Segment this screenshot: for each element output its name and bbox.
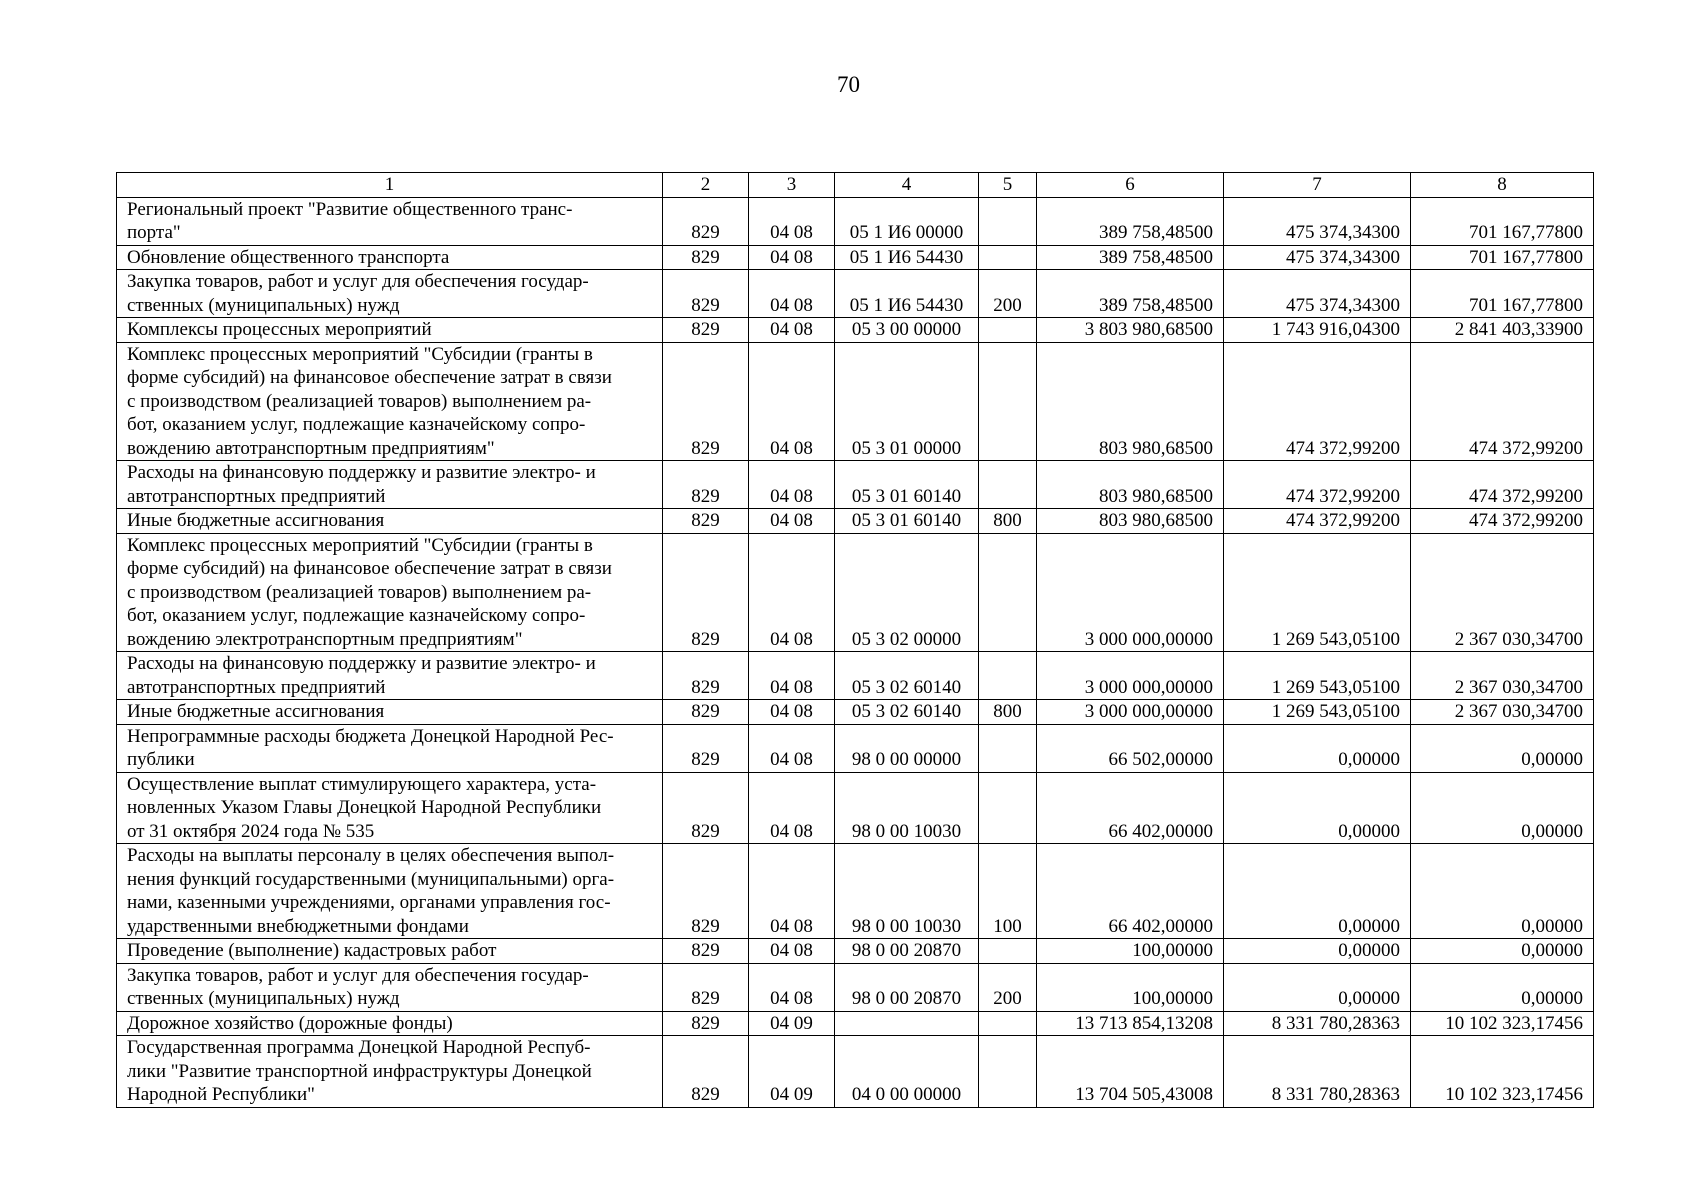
table-row <box>117 700 1594 725</box>
amount-cell: 803 980,68500 <box>1037 342 1224 461</box>
column-header: 1 <box>117 173 663 198</box>
glava-cell: 829 <box>663 342 749 461</box>
amount-cell: 66 402,00000 <box>1037 844 1224 939</box>
row-name-line: нения функций государственными (муниципальными) орга- <box>127 868 615 890</box>
amount-cell: 10 102 323,17456 <box>1411 1011 1594 1036</box>
expense-type-cell <box>979 197 1037 245</box>
row-name-line: Проведение (выполнение) кадастровых работ <box>127 940 497 961</box>
column-header: 6 <box>1037 173 1224 198</box>
table-row <box>117 533 1594 652</box>
expense-type-cell <box>979 939 1037 964</box>
row-name-line: нами, казенными учреждениями, органами управления гос- <box>127 892 611 913</box>
budget-table <box>116 172 1594 1108</box>
row-name-line: ственных (муниципальных) нужд <box>127 988 400 1009</box>
amount-cell: 474 372,99200 <box>1411 509 1594 534</box>
amount-cell: 100,00000 <box>1037 963 1224 1011</box>
amount-cell: 0,00000 <box>1224 963 1411 1011</box>
expense-type-cell <box>979 533 1037 652</box>
row-name-cell <box>117 700 663 725</box>
table-row <box>117 772 1594 844</box>
glava-cell: 829 <box>663 939 749 964</box>
amount-cell: 3 803 980,68500 <box>1037 318 1224 343</box>
row-name-line: автотранспортных предприятий <box>127 676 386 698</box>
row-name-line: лики "Развитие транспортной инфраструктуры Донецкой <box>127 1060 592 1082</box>
target-article-cell: 05 3 01 00000 <box>835 342 979 461</box>
row-name-line: ственных (муниципальных) нужд <box>127 294 400 316</box>
razdel-cell: 04 09 <box>749 1011 835 1036</box>
glava-cell: 829 <box>663 245 749 270</box>
glava-cell: 829 <box>663 461 749 509</box>
column-header: 3 <box>749 173 835 198</box>
row-name-cell <box>117 270 663 318</box>
row-name-line: с производством (реализацией товаров) выполнением ра- <box>127 390 592 412</box>
expense-type-cell <box>979 772 1037 844</box>
amount-cell: 475 374,34300 <box>1224 245 1411 270</box>
amount-cell: 2 841 403,33900 <box>1411 318 1594 343</box>
target-article-cell: 98 0 00 20870 <box>835 963 979 1011</box>
column-header: 5 <box>979 173 1037 198</box>
row-name-cell <box>117 772 663 844</box>
row-name-line: вождению автотранспортным предприятиям" <box>127 437 495 459</box>
row-name-line: форме субсидий) на финансовое обеспечение затрат в связи <box>127 367 612 388</box>
amount-cell: 3 000 000,00000 <box>1037 533 1224 652</box>
glava-cell: 829 <box>663 533 749 652</box>
row-name-cell <box>117 318 663 343</box>
amount-cell: 3 000 000,00000 <box>1037 652 1224 700</box>
amount-cell: 66 402,00000 <box>1037 772 1224 844</box>
target-article-cell <box>835 1011 979 1036</box>
row-name-line: с производством (реализацией товаров) выполнением ра- <box>127 581 592 603</box>
row-name-line: от 31 октября 2024 года № 535 <box>127 820 375 842</box>
row-name-cell <box>117 652 663 700</box>
glava-cell: 829 <box>663 1036 749 1108</box>
razdel-cell: 04 08 <box>749 342 835 461</box>
target-article-cell: 98 0 00 20870 <box>835 939 979 964</box>
glava-cell: 829 <box>663 724 749 772</box>
expense-type-cell: 200 <box>979 963 1037 1011</box>
row-name-line: бот, оказанием услуг, подлежащие казначейскому сопро- <box>127 605 586 626</box>
razdel-cell: 04 08 <box>749 461 835 509</box>
row-name-line: Иные бюджетные ассигнования <box>127 510 385 531</box>
glava-cell: 829 <box>663 197 749 245</box>
row-name-line: Обновление общественного транспорта <box>127 246 450 268</box>
row-name-line: автотранспортных предприятий <box>127 485 386 507</box>
row-name-line: публики <box>127 749 195 770</box>
row-name-line: новленных Указом Главы Донецкой Народной Республики <box>127 797 602 818</box>
amount-cell: 100,00000 <box>1037 939 1224 964</box>
table-body <box>117 197 1594 1107</box>
target-article-cell: 05 3 01 60140 <box>835 461 979 509</box>
row-name-line: порта" <box>127 222 181 243</box>
row-name-cell <box>117 724 663 772</box>
column-header: 8 <box>1411 173 1594 198</box>
razdel-cell: 04 09 <box>749 1036 835 1108</box>
row-name-cell <box>117 197 663 245</box>
amount-cell: 0,00000 <box>1411 939 1594 964</box>
amount-cell: 8 331 780,28363 <box>1224 1011 1411 1036</box>
amount-cell: 2 367 030,34700 <box>1411 700 1594 725</box>
table-row <box>117 245 1594 270</box>
expense-type-cell <box>979 461 1037 509</box>
row-name-line: вождению электротранспортным предприятиям" <box>127 628 523 650</box>
amount-cell: 389 758,48500 <box>1037 197 1224 245</box>
row-name-line: Дорожное хозяйство (дорожные фонды) <box>127 1012 453 1034</box>
row-name-cell <box>117 1036 663 1108</box>
glava-cell: 829 <box>663 772 749 844</box>
glava-cell: 829 <box>663 844 749 939</box>
expense-type-cell <box>979 1036 1037 1108</box>
glava-cell: 829 <box>663 700 749 725</box>
amount-cell: 474 372,99200 <box>1224 342 1411 461</box>
glava-cell: 829 <box>663 652 749 700</box>
glava-cell: 829 <box>663 318 749 343</box>
row-name-cell <box>117 844 663 939</box>
page-number: 70 <box>837 72 860 97</box>
column-header: 2 <box>663 173 749 198</box>
amount-cell: 475 374,34300 <box>1224 197 1411 245</box>
table-row <box>117 844 1594 939</box>
target-article-cell: 98 0 00 00000 <box>835 724 979 772</box>
expense-type-cell <box>979 245 1037 270</box>
table-row <box>117 652 1594 700</box>
amount-cell: 8 331 780,28363 <box>1224 1036 1411 1108</box>
amount-cell: 474 372,99200 <box>1411 461 1594 509</box>
razdel-cell: 04 08 <box>749 844 835 939</box>
row-name-cell <box>117 1011 663 1036</box>
row-name-line: Расходы на финансовую поддержку и развитие электро- и <box>127 462 596 483</box>
amount-cell: 474 372,99200 <box>1224 509 1411 534</box>
row-name-cell <box>117 461 663 509</box>
razdel-cell: 04 08 <box>749 700 835 725</box>
amount-cell: 0,00000 <box>1411 724 1594 772</box>
table-row <box>117 939 1594 964</box>
target-article-cell: 05 1 И6 54430 <box>835 270 979 318</box>
table-row <box>117 318 1594 343</box>
row-name-line: Государственная программа Донецкой Народной Респуб- <box>127 1037 591 1058</box>
amount-cell: 1 743 916,04300 <box>1224 318 1411 343</box>
table-row <box>117 197 1594 245</box>
table-row <box>117 342 1594 461</box>
row-name-cell <box>117 939 663 964</box>
target-article-cell: 05 1 И6 00000 <box>835 197 979 245</box>
row-name-line: Иные бюджетные ассигнования <box>127 701 385 722</box>
target-article-cell: 05 3 01 60140 <box>835 509 979 534</box>
row-name-line: Расходы на выплаты персоналу в целях обеспечения выпол- <box>127 845 615 866</box>
razdel-cell: 04 08 <box>749 197 835 245</box>
amount-cell: 701 167,77800 <box>1411 197 1594 245</box>
row-name-cell <box>117 963 663 1011</box>
razdel-cell: 04 08 <box>749 772 835 844</box>
amount-cell: 475 374,34300 <box>1224 270 1411 318</box>
razdel-cell: 04 08 <box>749 652 835 700</box>
amount-cell: 389 758,48500 <box>1037 270 1224 318</box>
expense-type-cell <box>979 342 1037 461</box>
amount-cell: 2 367 030,34700 <box>1411 533 1594 652</box>
amount-cell: 0,00000 <box>1411 844 1594 939</box>
header-row <box>117 173 1594 198</box>
amount-cell: 0,00000 <box>1224 939 1411 964</box>
razdel-cell: 04 08 <box>749 270 835 318</box>
expense-type-cell: 200 <box>979 270 1037 318</box>
row-name-line: Расходы на финансовую поддержку и развитие электро- и <box>127 653 596 674</box>
amount-cell: 2 367 030,34700 <box>1411 652 1594 700</box>
amount-cell: 701 167,77800 <box>1411 245 1594 270</box>
razdel-cell: 04 08 <box>749 318 835 343</box>
razdel-cell: 04 08 <box>749 509 835 534</box>
row-name-line: Комплекс процессных мероприятий "Субсидии (гранты в <box>127 534 593 556</box>
expense-type-cell <box>979 652 1037 700</box>
row-name-cell <box>117 533 663 652</box>
expense-type-cell: 800 <box>979 509 1037 534</box>
amount-cell: 1 269 543,05100 <box>1224 533 1411 652</box>
amount-cell: 0,00000 <box>1411 772 1594 844</box>
target-article-cell: 05 3 02 00000 <box>835 533 979 652</box>
table-row <box>117 724 1594 772</box>
row-name-line: форме субсидий) на финансовое обеспечение затрат в связи <box>127 558 612 579</box>
razdel-cell: 04 08 <box>749 533 835 652</box>
amount-cell: 389 758,48500 <box>1037 245 1224 270</box>
row-name-line: Осуществление выплат стимулирующего характера, уста- <box>127 773 597 795</box>
amount-cell: 0,00000 <box>1411 963 1594 1011</box>
amount-cell: 474 372,99200 <box>1411 342 1594 461</box>
target-article-cell: 05 3 00 00000 <box>835 318 979 343</box>
row-name-line: Закупка товаров, работ и услуг для обеспечения государ- <box>127 964 589 986</box>
target-article-cell: 04 0 00 00000 <box>835 1036 979 1108</box>
row-name-line: бот, оказанием услуг, подлежащие казначейскому сопро- <box>127 414 586 435</box>
amount-cell: 474 372,99200 <box>1224 461 1411 509</box>
row-name-line: Комплекс процессных мероприятий "Субсидии (гранты в <box>127 343 593 365</box>
expense-type-cell: 100 <box>979 844 1037 939</box>
row-name-cell <box>117 342 663 461</box>
row-name-line: ударственными внебюджетными фондами <box>127 915 469 937</box>
table-row <box>117 1011 1594 1036</box>
razdel-cell: 04 08 <box>749 963 835 1011</box>
razdel-cell: 04 08 <box>749 939 835 964</box>
table-row <box>117 461 1594 509</box>
amount-cell: 13 704 505,43008 <box>1037 1036 1224 1108</box>
row-name-cell <box>117 509 663 534</box>
amount-cell: 0,00000 <box>1224 772 1411 844</box>
table-row <box>117 963 1594 1011</box>
amount-cell: 13 713 854,13208 <box>1037 1011 1224 1036</box>
table-row <box>117 270 1594 318</box>
column-header: 4 <box>835 173 979 198</box>
target-article-cell: 05 3 02 60140 <box>835 652 979 700</box>
razdel-cell: 04 08 <box>749 724 835 772</box>
row-name-cell <box>117 245 663 270</box>
expense-type-cell <box>979 318 1037 343</box>
amount-cell: 0,00000 <box>1224 844 1411 939</box>
amount-cell: 0,00000 <box>1224 724 1411 772</box>
target-article-cell: 05 1 И6 54430 <box>835 245 979 270</box>
glava-cell: 829 <box>663 963 749 1011</box>
row-name-line: Региональный проект "Развитие общественного транс- <box>127 198 573 220</box>
amount-cell: 701 167,77800 <box>1411 270 1594 318</box>
amount-cell: 1 269 543,05100 <box>1224 700 1411 725</box>
expense-type-cell <box>979 724 1037 772</box>
razdel-cell: 04 08 <box>749 245 835 270</box>
amount-cell: 3 000 000,00000 <box>1037 700 1224 725</box>
amount-cell: 66 502,00000 <box>1037 724 1224 772</box>
glava-cell: 829 <box>663 1011 749 1036</box>
glava-cell: 829 <box>663 270 749 318</box>
row-name-line: Закупка товаров, работ и услуг для обеспечения государ- <box>127 271 589 292</box>
amount-cell: 10 102 323,17456 <box>1411 1036 1594 1108</box>
target-article-cell: 05 3 02 60140 <box>835 700 979 725</box>
table-row <box>117 509 1594 534</box>
target-article-cell: 98 0 00 10030 <box>835 772 979 844</box>
amount-cell: 803 980,68500 <box>1037 509 1224 534</box>
glava-cell: 829 <box>663 509 749 534</box>
column-header: 7 <box>1224 173 1411 198</box>
table-row <box>117 1036 1594 1108</box>
expense-type-cell <box>979 1011 1037 1036</box>
amount-cell: 1 269 543,05100 <box>1224 652 1411 700</box>
amount-cell: 803 980,68500 <box>1037 461 1224 509</box>
target-article-cell: 98 0 00 10030 <box>835 844 979 939</box>
expense-type-cell: 800 <box>979 700 1037 725</box>
row-name-line: Комплексы процессных мероприятий <box>127 319 432 340</box>
row-name-line: Непрограммные расходы бюджета Донецкой Народной Рес- <box>127 725 614 747</box>
row-name-line: Народной Республики" <box>127 1084 315 1105</box>
